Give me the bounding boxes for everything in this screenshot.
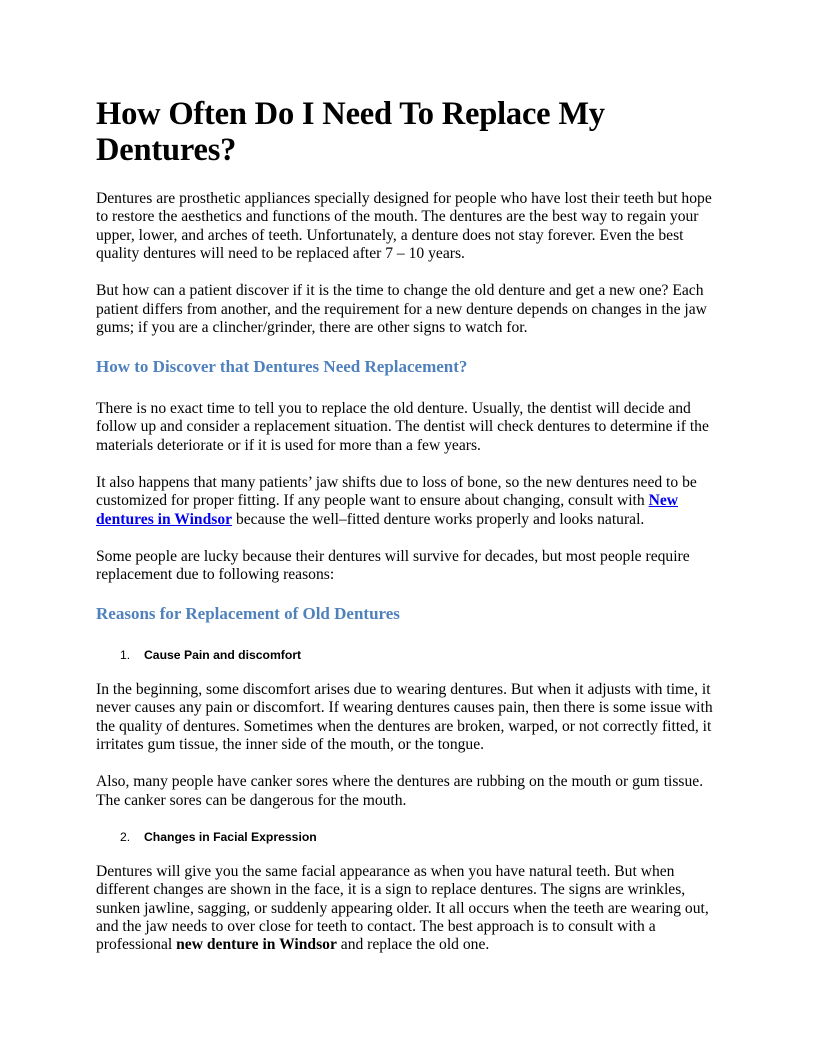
discover-paragraph-2-text-before: It also happens that many patients’ jaw shifts due to loss of bone, so the new dentures need to be customized for proper fitting. If any people want to ensure about changing, consult with (96, 473, 697, 510)
list-item-pain (96, 647, 720, 663)
list-item-facial-expression (96, 829, 720, 845)
list-item-label: Changes in Facial Expression (144, 829, 317, 844)
intro-paragraph-1: Dentures are prosthetic appliances specially designed for people who have lost their teeth but hope to restore the aesthetics and functions of the mouth. The dentures are the best way to regain your upper, lower, and arches of teeth. Unfortunately, a denture does not stay forever. Even the best quality dentures will need to be replaced after 7 – 10 years. (96, 190, 712, 263)
section-heading-discover: How to Discover that Dentures Need Replacement? (96, 357, 468, 377)
discover-paragraph-2-text-after: because the well–fitted denture works properly and looks natural. (232, 510, 645, 528)
list-number: 1. (120, 648, 131, 663)
facial-paragraph-text-after: and replace the old one. (336, 936, 490, 954)
discover-paragraph-1: There is no exact time to tell you to replace the old denture. Usually, the dentist will decide and follow up and consider a replacement situation. The dentist will check dentures to determine if the materials deteriorate or if it is used for more than a few years. (96, 400, 709, 454)
list-number: 2. (120, 829, 131, 844)
section-heading-reasons: Reasons for Replacement of Old Dentures (96, 604, 400, 624)
discover-paragraph-3: Some people are lucky because their dentures will survive for decades, but most people require replacement due to following reasons: (96, 547, 690, 584)
new-dentures-windsor-link[interactable]: New dentures in Windsor (96, 492, 679, 528)
pain-paragraph-1: In the beginning, some discomfort arises due to wearing dentures. But when it adjusts with time, it never causes any pain or discomfort. If wearing dentures causes pain, then there is some issue with the quality of dentures. Sometimes when the dentures are broken, warped, or not correctly fitted, it irritates gum tissue, the inner side of the mouth, or the tongue. (96, 681, 713, 754)
list-item-label: Cause Pain and discomfort (144, 648, 302, 663)
page-title: How Often Do I Need To Replace My Dentures? (96, 96, 605, 168)
document-page (96, 96, 720, 973)
new-denture-windsor-bold: new denture in Windsor (176, 936, 337, 954)
facial-paragraph (96, 863, 720, 955)
intro-paragraph-2: But how can a patient discover if it is the time to change the old denture and get a new one? Each patient differs from another, and the requirement for a new denture depends on changes in the jaw gums; if you are a clincher/grinder, there are other signs to watch for. (96, 282, 707, 337)
discover-paragraph-2 (96, 474, 720, 529)
facial-paragraph-text-before: Dentures will give you the same facial appearance as when you have natural teeth. But when different changes are shown in the face, it is a sign to replace dentures. The signs are wrinkles, sunken jawline, sagging, or suddenly appearing older. It all occurs when the teeth are wearing out, and the jaw needs to over close for teeth to contact. The best approach is to consult with a professional (96, 862, 709, 954)
pain-paragraph-2: Also, many people have canker sores where the dentures are rubbing on the mouth or gum tissue. The canker sores can be dangerous for the mouth. (96, 773, 704, 809)
